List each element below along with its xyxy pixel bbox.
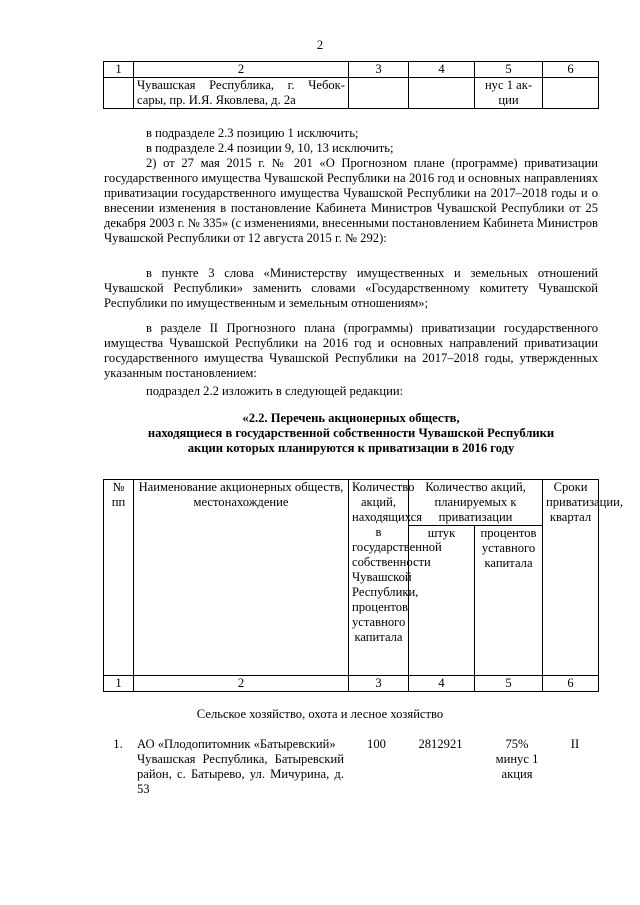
column-index-6: 6 bbox=[543, 676, 599, 692]
paragraph-2: в подразделе 2.4 позиции 9, 10, 13 исключить; bbox=[146, 141, 394, 155]
column-index-4: 4 bbox=[409, 676, 475, 692]
entry-number: 1. bbox=[113, 737, 123, 751]
column-number-6: 6 bbox=[543, 62, 599, 78]
entry-quarter: II bbox=[570, 737, 580, 751]
continuation-row bbox=[104, 78, 599, 109]
header-shares-owned: Количество акций, находящихся в государственной собственности Чувашской Республики, процентов уставного капитала bbox=[349, 480, 409, 676]
header-planned-shares: Количество акций, планируемых к приватизации bbox=[409, 480, 543, 526]
column-index-5: 5 bbox=[475, 676, 543, 692]
percent-line-1: нус 1 ак- bbox=[484, 78, 533, 92]
percent-line-2: ции bbox=[498, 93, 519, 107]
privatization-table bbox=[103, 479, 624, 692]
column-numbers-row bbox=[104, 676, 599, 692]
paragraph-6: подраздел 2.2 изложить в следующей редакции: bbox=[146, 384, 404, 398]
paragraph-4: в пункте 3 слова «Министерству имущественных и земельных отношений Чувашской Республики» заменить словами «Государственному комитету Чувашской Республики по имущественным и земельным отношениям»; bbox=[104, 266, 598, 310]
column-number-4: 4 bbox=[409, 62, 475, 78]
header-pieces: штук bbox=[409, 526, 475, 676]
address-line-1: Чувашская Республика, г. Чебок- bbox=[137, 78, 345, 92]
continuation-header-row bbox=[104, 62, 599, 78]
entry-pieces: 2812921 bbox=[418, 737, 463, 751]
section-title: Сельское хозяйство, охота и лесное хозяйство bbox=[196, 707, 444, 721]
column-index-1: 1 bbox=[104, 676, 134, 692]
column-number-1: 1 bbox=[104, 62, 134, 78]
continuation-table bbox=[103, 61, 599, 109]
entry-percent-planned: 75% минус 1 акция bbox=[495, 737, 539, 781]
column-index-2: 2 bbox=[134, 676, 349, 692]
table-header-row bbox=[104, 480, 599, 526]
address-line-2: сары, пр. И.Я. Яковлева, д. 2а bbox=[137, 93, 296, 107]
entry-name-block bbox=[137, 737, 344, 797]
paragraph-1: в подразделе 2.3 позицию 1 исключить; bbox=[146, 126, 359, 140]
paragraph-3: 2) от 27 мая 2015 г. № 201 «О Прогнозном плане (программе) приватизации государственного имущества Чувашской Республики на 2016 год и основных направлениях приватизации государственного имущества Чувашской Республики на 2017–2018 годы и о внесении изменения в постановление Кабинета Министров Чувашской Республики от 25 декабря 2003 г. № 335» (с изменениями, внесенными постановлением Кабинета Министров Чувашской Республики от 12 августа 2015 г. № 292): bbox=[104, 156, 598, 245]
entry-name: АО «Плодопитомник «Батыревский» bbox=[137, 737, 336, 751]
column-number-3: 3 bbox=[349, 62, 409, 78]
column-index-3: 3 bbox=[349, 676, 409, 692]
header-name: Наименование акционерных обществ, местонахождение bbox=[134, 480, 349, 676]
header-number: № пп bbox=[104, 480, 134, 676]
header-terms: Сроки приватизации, квартал bbox=[543, 480, 599, 676]
heading-line-3: акции которых планируются к приватизации в 2016 году bbox=[187, 441, 515, 455]
header-percent: процентов уставного капитала bbox=[475, 526, 543, 676]
entry-address: Чувашская Республика, Батыревский район, с. Батырево, ул. Мичурина, д. 53 bbox=[137, 752, 344, 796]
paragraph-5: в разделе II Прогнозного плана (программы) приватизации государственного имущества Чувашской Республики на 2016 год и основных направлений приватизации государственного имущества Чувашской Республики на 2017–2018 годы, утвержденных указанным постановлением: bbox=[104, 321, 598, 380]
section-heading bbox=[104, 411, 598, 456]
heading-line-2: находящиеся в государственной собственности Чувашской Республики bbox=[147, 426, 555, 440]
page-number: 2 bbox=[316, 38, 324, 52]
column-number-2: 2 bbox=[134, 62, 349, 78]
entry-percent-state: 100 bbox=[367, 737, 386, 751]
column-number-5: 5 bbox=[475, 62, 543, 78]
heading-line-1: «2.2. Перечень акционерных обществ, bbox=[242, 411, 460, 425]
